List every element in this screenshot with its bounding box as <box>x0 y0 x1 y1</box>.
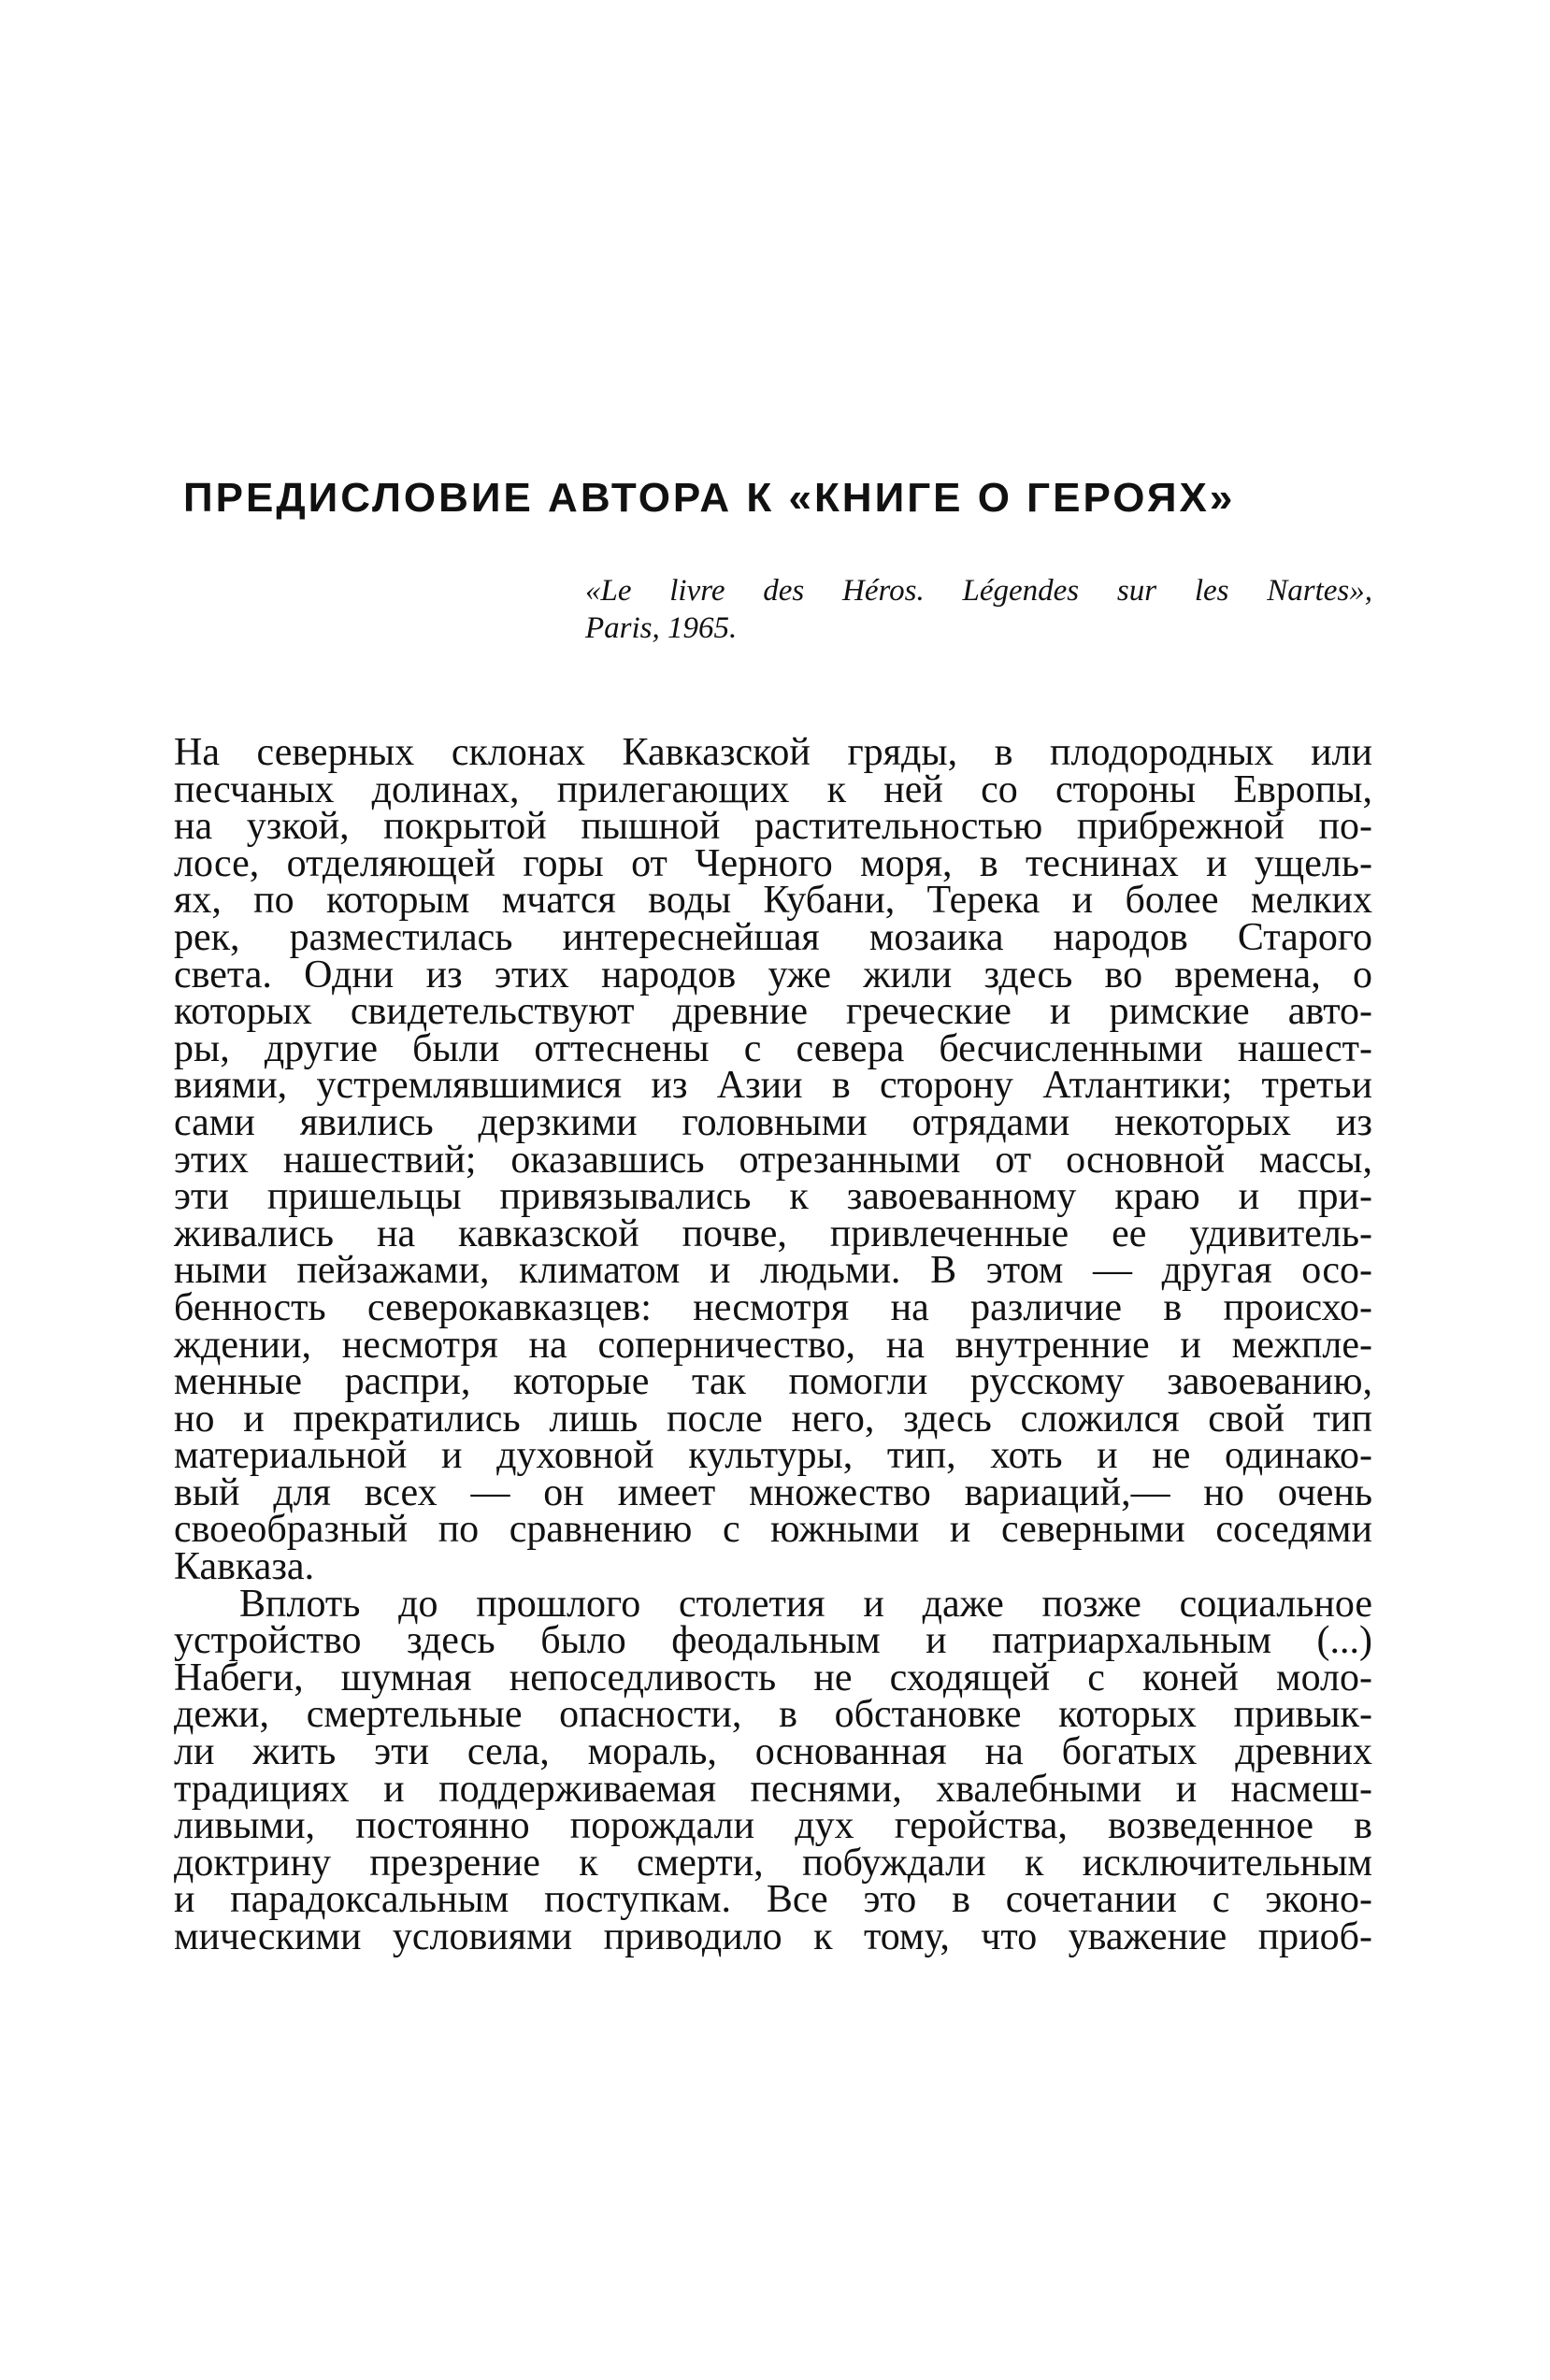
text-line: сами явились дерзкими головными отрядами некоторых из <box>174 1100 1372 1144</box>
text-line: эти пришельцы привязывались к завоеванному краю и при- <box>174 1175 1372 1219</box>
chapter-title: ПРЕДИСЛОВИЕ АВТОРА К «КНИГЕ О ГЕРОЯХ» <box>183 475 1236 521</box>
body-text <box>174 731 1372 1958</box>
text-line: ждении, несмотря на соперничество, на внутренние и межпле- <box>174 1323 1372 1367</box>
epigraph-line: Paris, 1965. <box>585 611 738 645</box>
text-line: лосе, отделяющей горы от Черного моря, в теснинах и ущель- <box>174 841 1372 885</box>
text-line: рек, разместилась интереснейшая мозаика народов Старого <box>174 915 1372 959</box>
text-line: которых свидетельствуют древние греческие и римские авто- <box>174 990 1372 1034</box>
text-line: песчаных долинах, прилегающих к ней со стороны Европы, <box>174 767 1372 811</box>
text-line: вый для всех — он имеет множество вариаций,— но очень <box>174 1470 1372 1514</box>
paragraph-1 <box>174 731 1372 1589</box>
text-line: виями, устремлявшимися из Азии в сторону Атлантики; третьи <box>174 1064 1372 1108</box>
text-line: ях, по которым мчатся воды Кубани, Терека и более мелких <box>174 879 1372 923</box>
text-line: традициях и поддерживаемая песнями, хвалебными и насмеш- <box>174 1767 1372 1811</box>
text-line: этих нашествий; оказавшись отрезанными от основной массы, <box>174 1138 1372 1182</box>
text-line: света. Одни из этих народов уже жили здесь во времена, о <box>174 953 1372 996</box>
paragraph-2 <box>174 1582 1372 1958</box>
text-line: живались на кавказской почве, привлеченные ее удивитель- <box>174 1212 1372 1255</box>
text-line: ры, другие были оттеснены с севера бесчисленными нашест- <box>174 1026 1372 1070</box>
text-line: Вплоть до прошлого столетия и даже позже социальное <box>239 1582 1372 1626</box>
text-line: На северных склонах Кавказской гряды, в плодородных или <box>174 731 1372 774</box>
text-line: устройство здесь было феодальным и патриархальным (...) <box>174 1619 1372 1663</box>
text-line: ными пейзажами, климатом и людьми. В этом — другая осо- <box>174 1249 1372 1293</box>
text-line: доктрину презрение к смерти, побуждали к исключительным <box>174 1841 1372 1885</box>
text-line: ли жить эти села, мораль, основанная на богатых древних <box>174 1730 1372 1774</box>
text-line: менные распри, которые так помогли русскому завоеванию, <box>174 1360 1372 1404</box>
text-line: мическими условиями приводило к тому, что уважение приоб- <box>174 1915 1372 1958</box>
text-line: бенность северокавказцев: несмотря на различие в происхо- <box>174 1285 1372 1329</box>
text-line: Набеги, шумная непоседливость не сходящей с коней моло- <box>174 1656 1372 1699</box>
text-line: Кавказа. <box>174 1545 315 1589</box>
text-line: но и прекратились лишь после него, здесь сложился свой тип <box>174 1397 1372 1441</box>
book-page <box>174 0 1372 2380</box>
text-line: дежи, смертельные опасности, в обстановке которых привык- <box>174 1693 1372 1737</box>
text-line: и парадоксальным поступкам. Все это в сочетании с эконо- <box>174 1878 1372 1922</box>
text-line: на узкой, покрытой пышной растительностью прибрежной по- <box>174 805 1372 849</box>
epigraph <box>585 572 1372 647</box>
epigraph-line: «Le livre des Héros. Légendes sur les Nartes», <box>585 574 1372 608</box>
text-line: своеобразный по сравнению с южными и северными соседями <box>174 1508 1372 1552</box>
text-line: ливыми, постоянно порождали дух геройства, возведенное в <box>174 1804 1372 1848</box>
text-line: материальной и духовной культуры, тип, хоть и не одинако- <box>174 1434 1372 1478</box>
